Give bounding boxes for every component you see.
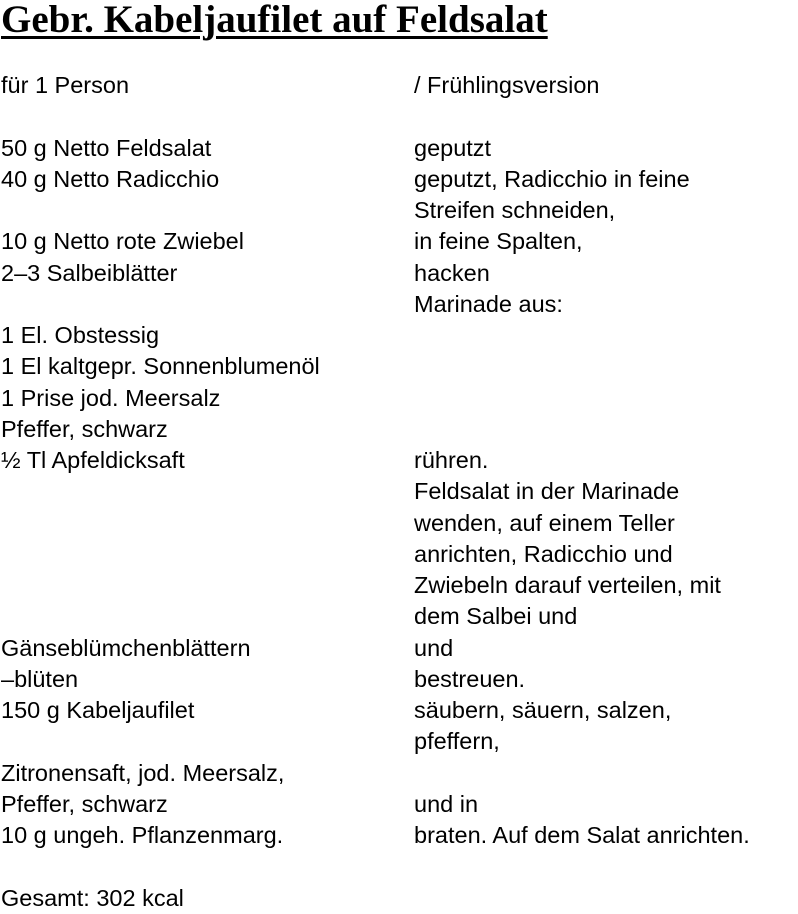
- instruction-text: säubern, säuern, salzen,: [414, 697, 672, 723]
- recipe-row: [0, 289, 798, 320]
- recipe-title: Gebr. Kabeljaufilet auf Feldsalat: [1, 0, 548, 41]
- recipe-row: [0, 789, 798, 820]
- ingredient-text: 1 El kaltgepr. Sonnenblumenöl: [1, 353, 320, 380]
- recipe-row: [0, 258, 798, 289]
- recipe-row: [0, 164, 798, 195]
- instruction-text: anrichten, Radicchio und: [414, 540, 673, 567]
- recipe-row: [0, 570, 798, 601]
- recipe-row: [0, 351, 798, 382]
- ingredient-text: 1 Prise jod. Meersalz: [1, 384, 221, 411]
- ingredient-text: 10 g ungeh. Pflanzenmarg.: [1, 822, 284, 848]
- ingredient-text: Pfeffer, schwarz: [1, 415, 168, 442]
- instruction-text: Marinade aus:: [414, 290, 563, 317]
- ingredient-text: ½ Tl Apfeldicksaft: [1, 447, 185, 473]
- recipe-row: [0, 601, 798, 632]
- recipe-row: [0, 133, 798, 164]
- recipe-row: [0, 226, 798, 257]
- recipe-row: [0, 726, 798, 757]
- instruction-text: geputzt, Radicchio in feine: [414, 165, 690, 192]
- instruction-text: in feine Spalten,: [414, 228, 583, 255]
- ingredient-text: Gänseblümchenblättern: [1, 634, 251, 661]
- recipe-row: [0, 70, 798, 101]
- instruction-text: Feldsalat in der Marinade: [414, 478, 680, 505]
- recipe-row: [0, 101, 798, 132]
- recipe-row: [0, 414, 798, 445]
- ingredient-text: 40 g Netto Radicchio: [1, 165, 220, 192]
- ingredient-text: 1 El. Obstessig: [1, 322, 160, 348]
- instruction-text: und in: [414, 790, 479, 817]
- ingredient-text: Zitronensaft, jod. Meersalz,: [1, 759, 285, 786]
- recipe-row: [0, 476, 798, 507]
- ingredient-text: für 1 Person: [1, 72, 130, 98]
- ingredient-text: –blüten: [1, 665, 79, 692]
- instruction-text: dem Salbei und: [414, 603, 578, 630]
- instruction-text: hacken: [414, 259, 490, 286]
- instruction-text: wenden, auf einem Teller: [414, 509, 675, 536]
- instruction-text: rühren.: [414, 447, 489, 473]
- recipe-row: [0, 883, 798, 914]
- recipe-row: [0, 695, 798, 726]
- instruction-text: geputzt: [414, 134, 492, 161]
- recipe-row: [0, 320, 798, 351]
- ingredient-text: Gesamt: 302 kcal: [1, 884, 184, 911]
- ingredient-text: Pfeffer, schwarz: [1, 790, 168, 817]
- instruction-text: Streifen schneiden,: [414, 197, 616, 223]
- instruction-text: / Frühlingsversion: [414, 72, 600, 98]
- recipe-row: [0, 445, 798, 476]
- recipe-row: [0, 195, 798, 226]
- recipe-row: [0, 539, 798, 570]
- instruction-text: braten. Auf dem Salat anrichten.: [414, 822, 750, 848]
- recipe-row: [0, 758, 798, 789]
- ingredient-text: 150 g Kabeljaufilet: [1, 697, 195, 723]
- recipe-row: [0, 508, 798, 539]
- instruction-text: bestreuen.: [414, 665, 526, 692]
- ingredient-text: 10 g Netto rote Zwiebel: [1, 228, 244, 255]
- recipe-row: [0, 633, 798, 664]
- recipe-row: [0, 664, 798, 695]
- instruction-text: pfeffern,: [414, 728, 500, 755]
- ingredient-text: 2–3 Salbeiblätter: [1, 259, 178, 286]
- recipe-row: [0, 383, 798, 414]
- recipe-body: [0, 70, 798, 914]
- instruction-text: Zwiebeln darauf verteilen, mit: [414, 572, 721, 598]
- recipe-row: [0, 820, 798, 851]
- instruction-text: und: [414, 634, 454, 661]
- recipe-row: [0, 851, 798, 882]
- ingredient-text: 50 g Netto Feldsalat: [1, 134, 212, 161]
